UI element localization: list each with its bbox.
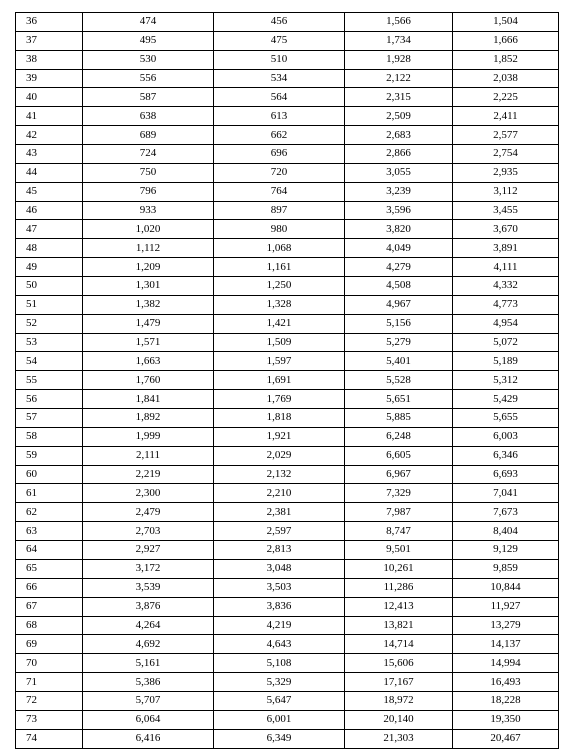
value-cell-2: 534 [214,69,345,88]
value-cell-2: 3,836 [214,597,345,616]
value-cell-4: 4,111 [453,258,559,277]
value-cell-1: 1,301 [83,277,214,296]
value-cell-3: 2,509 [345,107,453,126]
age-cell: 43 [16,145,83,164]
value-cell-3: 7,329 [345,484,453,503]
value-cell-2: 1,921 [214,427,345,446]
value-cell-1: 933 [83,201,214,220]
value-cell-2: 696 [214,145,345,164]
value-cell-1: 5,161 [83,654,214,673]
value-cell-2: 4,219 [214,616,345,635]
value-cell-2: 6,001 [214,710,345,729]
value-cell-3: 2,683 [345,126,453,145]
value-cell-4: 9,859 [453,559,559,578]
age-cell: 40 [16,88,83,107]
age-cell: 36 [16,13,83,32]
table-row [16,314,559,333]
value-cell-1: 1,841 [83,390,214,409]
table-row [16,503,559,522]
value-cell-1: 1,112 [83,239,214,258]
age-cell: 69 [16,635,83,654]
value-cell-1: 556 [83,69,214,88]
value-cell-3: 2,122 [345,69,453,88]
value-cell-1: 2,219 [83,465,214,484]
value-cell-2: 1,818 [214,409,345,428]
value-cell-1: 796 [83,182,214,201]
value-cell-2: 1,597 [214,352,345,371]
value-cell-3: 6,605 [345,446,453,465]
value-cell-2: 1,161 [214,258,345,277]
table-row [16,522,559,541]
table-row [16,673,559,692]
value-cell-2: 764 [214,182,345,201]
value-cell-3: 17,167 [345,673,453,692]
table-row [16,654,559,673]
value-cell-3: 3,055 [345,163,453,182]
value-cell-1: 1,479 [83,314,214,333]
value-cell-1: 495 [83,31,214,50]
value-cell-2: 4,643 [214,635,345,654]
value-cell-3: 3,239 [345,182,453,201]
value-cell-3: 5,651 [345,390,453,409]
age-cell: 60 [16,465,83,484]
value-cell-4: 10,844 [453,578,559,597]
age-cell: 59 [16,446,83,465]
value-cell-3: 1,928 [345,50,453,69]
table-row [16,635,559,654]
table-row [16,220,559,239]
table-row [16,277,559,296]
age-cell: 52 [16,314,83,333]
value-cell-4: 3,455 [453,201,559,220]
value-cell-3: 5,885 [345,409,453,428]
value-cell-3: 2,315 [345,88,453,107]
value-cell-4: 1,504 [453,13,559,32]
table-row [16,729,559,748]
value-cell-2: 897 [214,201,345,220]
table-row [16,107,559,126]
value-cell-4: 4,954 [453,314,559,333]
age-cell: 49 [16,258,83,277]
value-cell-1: 4,264 [83,616,214,635]
age-cell: 64 [16,541,83,560]
value-cell-2: 2,813 [214,541,345,560]
value-cell-3: 6,967 [345,465,453,484]
value-cell-4: 5,655 [453,409,559,428]
value-cell-1: 1,020 [83,220,214,239]
value-cell-1: 5,386 [83,673,214,692]
value-cell-4: 18,228 [453,691,559,710]
table-row [16,409,559,428]
age-cell: 55 [16,371,83,390]
age-cell: 39 [16,69,83,88]
table-row [16,13,559,32]
value-cell-1: 587 [83,88,214,107]
value-cell-4: 3,112 [453,182,559,201]
age-cell: 58 [16,427,83,446]
value-cell-3: 5,156 [345,314,453,333]
value-cell-2: 1,250 [214,277,345,296]
table-row [16,295,559,314]
value-cell-1: 750 [83,163,214,182]
value-cell-2: 2,210 [214,484,345,503]
value-cell-3: 3,596 [345,201,453,220]
value-cell-4: 1,666 [453,31,559,50]
value-cell-1: 6,416 [83,729,214,748]
value-cell-2: 5,108 [214,654,345,673]
age-cell: 42 [16,126,83,145]
table-row [16,691,559,710]
value-cell-4: 5,312 [453,371,559,390]
table-row [16,446,559,465]
value-cell-1: 1,663 [83,352,214,371]
age-cell: 47 [16,220,83,239]
value-cell-3: 14,714 [345,635,453,654]
value-cell-1: 2,300 [83,484,214,503]
table-row [16,484,559,503]
value-cell-1: 724 [83,145,214,164]
age-cell: 53 [16,333,83,352]
value-cell-3: 4,967 [345,295,453,314]
value-cell-1: 4,692 [83,635,214,654]
age-cell: 73 [16,710,83,729]
value-cell-3: 3,820 [345,220,453,239]
table-row [16,371,559,390]
value-cell-4: 13,279 [453,616,559,635]
value-cell-1: 2,927 [83,541,214,560]
value-cell-4: 8,404 [453,522,559,541]
value-cell-2: 2,381 [214,503,345,522]
table-row [16,126,559,145]
value-cell-4: 2,935 [453,163,559,182]
value-cell-3: 6,248 [345,427,453,446]
table-row [16,597,559,616]
value-cell-4: 7,041 [453,484,559,503]
value-cell-1: 530 [83,50,214,69]
age-cell: 44 [16,163,83,182]
value-cell-3: 1,734 [345,31,453,50]
value-cell-4: 14,137 [453,635,559,654]
table-row [16,710,559,729]
value-cell-2: 475 [214,31,345,50]
age-cell: 54 [16,352,83,371]
value-cell-1: 3,172 [83,559,214,578]
value-cell-2: 1,068 [214,239,345,258]
value-cell-3: 5,528 [345,371,453,390]
value-cell-2: 3,503 [214,578,345,597]
age-cell: 37 [16,31,83,50]
table-row [16,31,559,50]
value-cell-2: 720 [214,163,345,182]
value-cell-1: 2,703 [83,522,214,541]
value-cell-4: 2,411 [453,107,559,126]
value-cell-3: 4,279 [345,258,453,277]
value-cell-2: 2,029 [214,446,345,465]
value-cell-2: 1,691 [214,371,345,390]
table-row [16,616,559,635]
age-cell: 48 [16,239,83,258]
value-cell-1: 689 [83,126,214,145]
value-cell-1: 3,876 [83,597,214,616]
value-cell-3: 9,501 [345,541,453,560]
value-cell-2: 2,132 [214,465,345,484]
value-cell-1: 474 [83,13,214,32]
value-cell-1: 3,539 [83,578,214,597]
value-cell-4: 6,346 [453,446,559,465]
value-cell-1: 1,209 [83,258,214,277]
value-cell-3: 5,401 [345,352,453,371]
value-cell-4: 3,670 [453,220,559,239]
value-cell-3: 12,413 [345,597,453,616]
value-cell-2: 6,349 [214,729,345,748]
value-cell-4: 4,332 [453,277,559,296]
value-cell-3: 1,566 [345,13,453,32]
age-cell: 70 [16,654,83,673]
value-cell-4: 9,129 [453,541,559,560]
age-cell: 51 [16,295,83,314]
value-cell-1: 5,707 [83,691,214,710]
table-row [16,541,559,560]
value-cell-2: 1,769 [214,390,345,409]
age-cell: 62 [16,503,83,522]
value-cell-3: 15,606 [345,654,453,673]
value-cell-1: 1,760 [83,371,214,390]
table-body [16,13,559,749]
value-cell-3: 7,987 [345,503,453,522]
value-cell-4: 2,754 [453,145,559,164]
age-cell: 66 [16,578,83,597]
age-cell: 56 [16,390,83,409]
value-cell-4: 2,038 [453,69,559,88]
value-cell-2: 1,509 [214,333,345,352]
table-row [16,201,559,220]
age-cell: 38 [16,50,83,69]
value-cell-4: 7,673 [453,503,559,522]
value-cell-3: 20,140 [345,710,453,729]
table-row [16,239,559,258]
value-cell-3: 2,866 [345,145,453,164]
age-cell: 41 [16,107,83,126]
table-row [16,465,559,484]
value-cell-2: 1,328 [214,295,345,314]
value-cell-4: 6,693 [453,465,559,484]
value-cell-1: 2,111 [83,446,214,465]
table-row [16,88,559,107]
value-cell-4: 20,467 [453,729,559,748]
value-cell-3: 11,286 [345,578,453,597]
value-cell-4: 5,189 [453,352,559,371]
value-cell-4: 1,852 [453,50,559,69]
value-cell-3: 21,303 [345,729,453,748]
table-row [16,559,559,578]
value-cell-2: 980 [214,220,345,239]
value-cell-2: 5,329 [214,673,345,692]
value-cell-4: 2,225 [453,88,559,107]
value-cell-2: 2,597 [214,522,345,541]
value-cell-2: 564 [214,88,345,107]
age-cell: 72 [16,691,83,710]
value-cell-2: 1,421 [214,314,345,333]
value-cell-2: 5,647 [214,691,345,710]
age-cell: 57 [16,409,83,428]
value-cell-4: 4,773 [453,295,559,314]
table-row [16,69,559,88]
age-cell: 65 [16,559,83,578]
value-cell-4: 5,429 [453,390,559,409]
value-cell-1: 2,479 [83,503,214,522]
value-cell-2: 510 [214,50,345,69]
age-cell: 68 [16,616,83,635]
table-row [16,427,559,446]
table-row [16,163,559,182]
value-cell-4: 3,891 [453,239,559,258]
value-cell-1: 1,999 [83,427,214,446]
value-cell-1: 1,571 [83,333,214,352]
table-row [16,50,559,69]
value-cell-3: 5,279 [345,333,453,352]
table-row [16,333,559,352]
table-row [16,145,559,164]
age-cell: 50 [16,277,83,296]
value-cell-3: 4,508 [345,277,453,296]
table-row [16,352,559,371]
value-cell-1: 1,892 [83,409,214,428]
value-cell-3: 18,972 [345,691,453,710]
age-cell: 46 [16,201,83,220]
table-row [16,182,559,201]
age-cell: 71 [16,673,83,692]
value-cell-4: 19,350 [453,710,559,729]
value-cell-3: 10,261 [345,559,453,578]
value-cell-4: 11,927 [453,597,559,616]
table-row [16,578,559,597]
value-cell-4: 2,577 [453,126,559,145]
age-cell: 61 [16,484,83,503]
value-cell-4: 5,072 [453,333,559,352]
age-cell: 45 [16,182,83,201]
value-cell-3: 13,821 [345,616,453,635]
table-row [16,258,559,277]
value-cell-3: 8,747 [345,522,453,541]
value-cell-1: 1,382 [83,295,214,314]
value-cell-3: 4,049 [345,239,453,258]
value-cell-4: 16,493 [453,673,559,692]
value-cell-2: 456 [214,13,345,32]
value-cell-2: 3,048 [214,559,345,578]
value-cell-1: 6,064 [83,710,214,729]
value-cell-2: 662 [214,126,345,145]
age-cell: 67 [16,597,83,616]
age-cell: 74 [16,729,83,748]
value-cell-4: 6,003 [453,427,559,446]
value-cell-1: 638 [83,107,214,126]
age-cell: 63 [16,522,83,541]
data-table [15,12,559,749]
value-cell-4: 14,994 [453,654,559,673]
table-row [16,390,559,409]
value-cell-2: 613 [214,107,345,126]
